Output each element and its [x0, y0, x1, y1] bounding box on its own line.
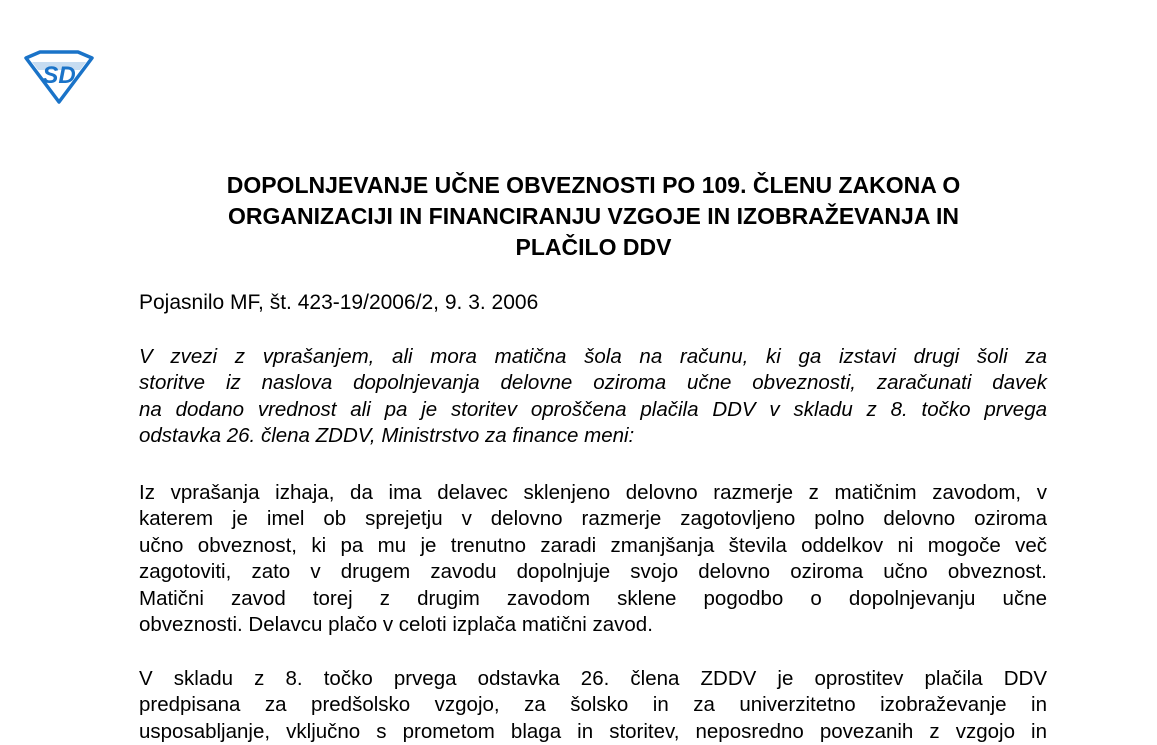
question-line: na dodano vrednost ali pa je storitev oproščena plačila DDV v skladu z 8. točko prvega: [139, 397, 1047, 421]
paragraph-line: V skladu z 8. točko prvega odstavka 26. člena ZDDV je oprostitev plačila DDV: [139, 667, 1047, 690]
document-title: [140, 170, 1047, 263]
paragraph-line: Iz vprašanja izhaja, da ima delavec sklenjeno delovno razmerje z matičnim zavodom, v: [139, 481, 1047, 504]
question-line: odstavka 26. člena ZDDV, Ministrstvo za finance meni:: [139, 424, 635, 448]
paragraph-line: Matični zavod torej z drugim zavodom sklene pogodbo o dopolnjevanju učne: [139, 586, 1047, 610]
body-paragraph-2: [139, 666, 1047, 745]
paragraph-line: katerem je imel ob sprejetju v delovno razmerje zagotovljeno polno delovno oziroma: [139, 507, 1047, 531]
body-paragraph-1: [139, 480, 1047, 638]
question-line: V zvezi z vprašanjem, ali mora matična šola na računu, ki ga izstavi drugi šoli za: [139, 345, 1047, 368]
logo-letters: SD: [42, 62, 76, 89]
title-line: DOPOLNJEVANJE UČNE OBVEZNOSTI PO 109. ČLENU ZAKONA O: [226, 172, 961, 198]
paragraph-line: zagotoviti, zato v drugem zavodu dopolnjuje svojo delovno oziroma učno obveznost.: [139, 560, 1047, 584]
question-paragraph: [139, 344, 1047, 450]
title-line: ORGANIZACIJI IN FINANCIRANJU VZGOJE IN IZOBRAŽEVANJA IN: [228, 203, 959, 229]
paragraph-line: učno obveznost, ki pa mu je trenutno zaradi zmanjšanja števila oddelkov ni mogoče več: [139, 533, 1047, 557]
source-reference: Pojasnilo MF, št. 423-19/2006/2, 9. 3. 2006: [139, 291, 539, 314]
question-line: storitve iz naslova dopolnjevanja delovne oziroma učne obveznosti, zaračunati davek: [139, 371, 1047, 395]
paragraph-line: obveznosti. Delavcu plačo v celoti izplača matični zavod.: [139, 613, 653, 637]
paragraph-line: usposabljanje, vključno s prometom blaga in storitev, neposredno povezanih z vzgojo in: [139, 719, 1047, 743]
paragraph-line: predpisana za predšolsko vzgojo, za šolsko in za univerzitetno izobraževanje in: [139, 693, 1047, 717]
company-logo: [22, 50, 96, 104]
title-line: PLAČILO DDV: [515, 234, 672, 260]
